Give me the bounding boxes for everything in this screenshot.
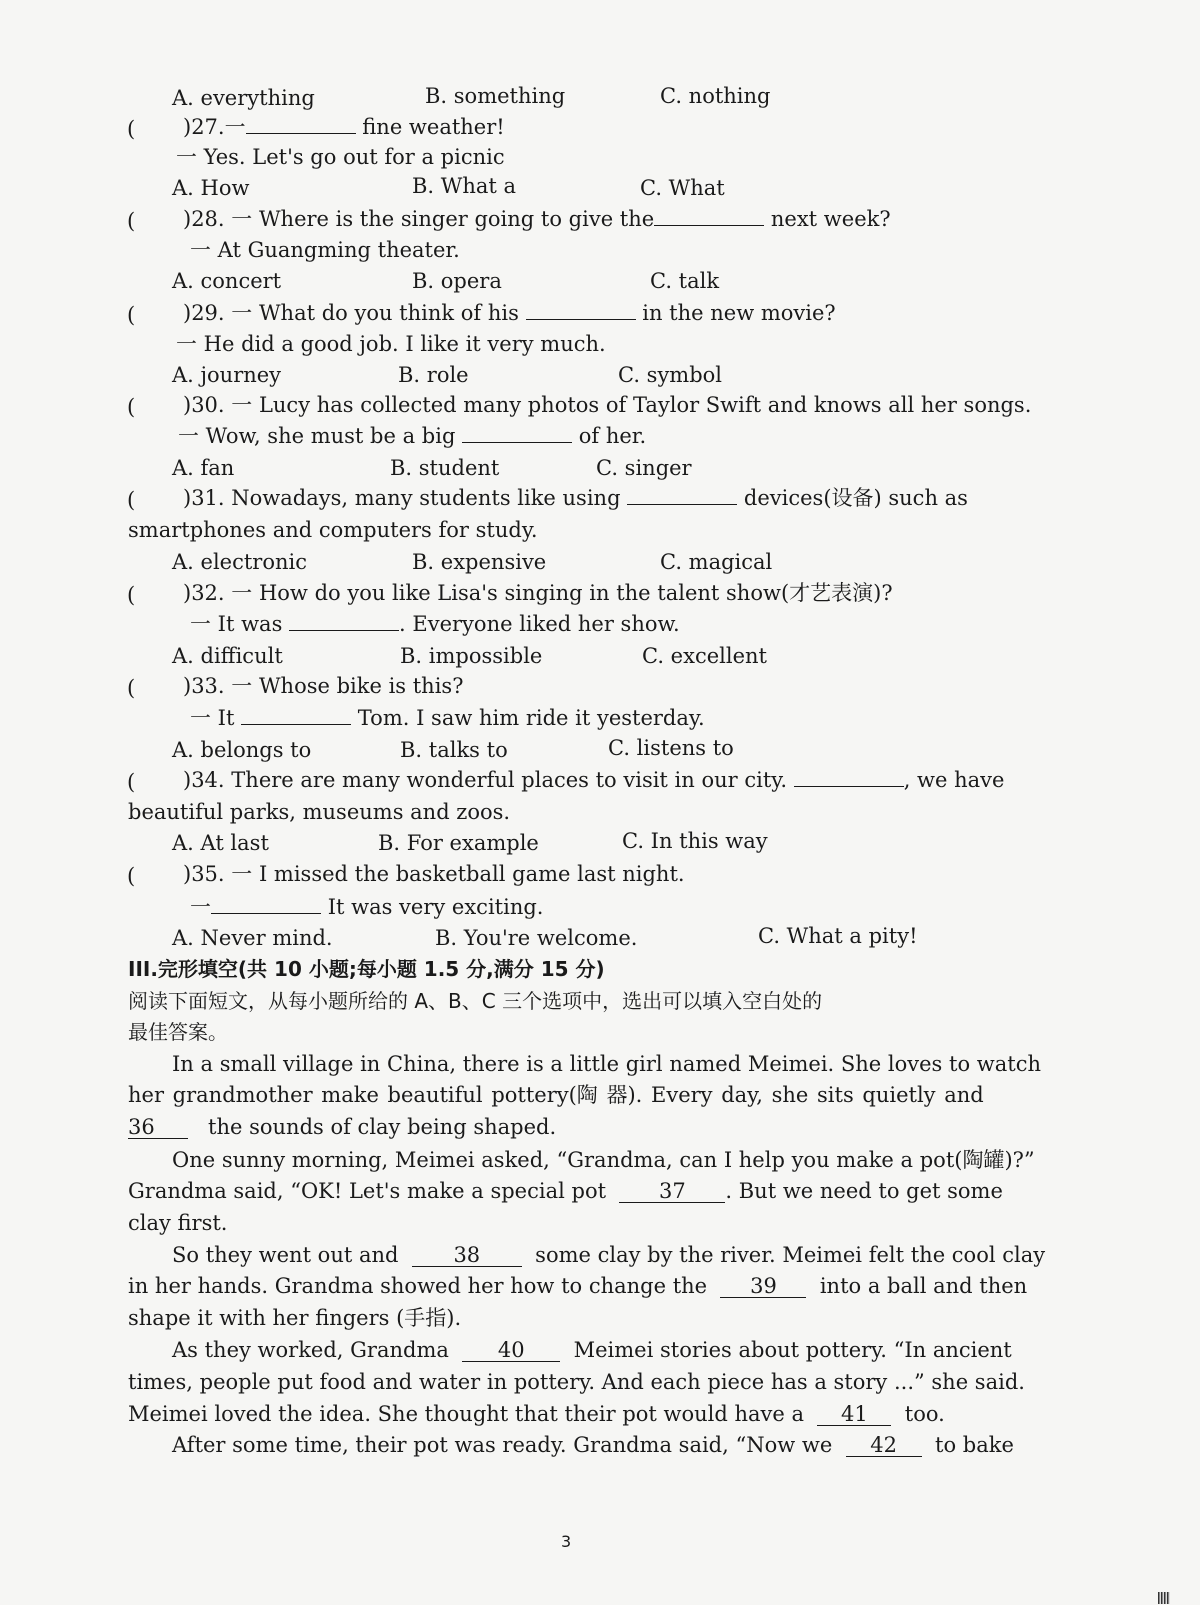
q32-text-pre: 一 How do you like Lisa's singing in the talent show(才艺表演)? <box>231 581 893 605</box>
q35-response <box>190 893 543 921</box>
passage-p3-line-1-pre: So they went out and <box>172 1243 399 1267</box>
qr-code-icon <box>1158 1592 1170 1604</box>
passage-p1-line-1: In a small village in China, there is a little girl named Meimei. She loves to watch <box>172 1052 1041 1076</box>
q28-text-post: next week? <box>770 207 891 231</box>
q31-text-post: devices(设备) such as <box>743 486 968 510</box>
q28-option-a: A. concert <box>172 269 282 293</box>
q33-option-b: B. talks to <box>400 738 508 762</box>
q32-stem <box>183 579 893 607</box>
q27-text-post: fine weather! <box>362 115 505 139</box>
passage-p5-line-1-pre: After some time, their pot was ready. Grandma said, “Now we <box>172 1433 833 1457</box>
q28-stem <box>183 205 891 233</box>
q28-answer-paren: ( <box>127 209 136 233</box>
passage-p2-line-2-post: . But we need to get some <box>725 1179 1003 1203</box>
q31-option-a: A. electronic <box>172 550 307 574</box>
q35-answer-paren: ( <box>127 864 136 888</box>
q35-option-a: A. Never mind. <box>172 926 333 950</box>
q32-option-c: C. excellent <box>642 644 767 668</box>
passage-p4-line-3-pre: Meimei loved the idea. She thought that their pot would have a <box>128 1402 805 1426</box>
blank-39: 39 <box>720 1275 806 1298</box>
passage-p3-line-2-pre: in her hands. Grandma showed her how to change the <box>128 1274 708 1298</box>
q26-option-a: A. everything <box>172 86 315 110</box>
q27-option-c: C. What <box>640 176 725 200</box>
q27-stem <box>183 113 505 141</box>
q35-text-pre: 一 I missed the basketball game last night. <box>231 862 685 886</box>
blank-36: 36 <box>128 1116 188 1139</box>
passage-p2-line-3: clay first. <box>128 1211 228 1235</box>
q34-blank <box>794 766 904 787</box>
q34-option-b: B. For example <box>378 831 539 855</box>
q33-response <box>190 704 705 732</box>
q35-response-post: It was very exciting. <box>327 895 544 919</box>
q27-option-a: A. How <box>172 176 250 200</box>
passage-p4-line-3 <box>128 1400 945 1428</box>
passage-p3-line-2 <box>128 1272 1027 1300</box>
q34-answer-paren: ( <box>127 770 136 794</box>
q30-stem <box>183 391 1031 419</box>
q32-blank <box>289 610 399 631</box>
blank-37: 37 <box>619 1180 725 1203</box>
q35-stem <box>183 860 685 888</box>
q30-option-c: C. singer <box>596 456 692 480</box>
section-3-instruction-line-1: 阅读下面短文，从每小题所给的 A、B、C 三个选项中，选出可以填入空白处的 <box>128 989 823 1013</box>
q35-option-b: B. You're welcome. <box>435 926 638 950</box>
q30-answer-paren: ( <box>127 395 136 419</box>
q34-option-c: C. In this way <box>622 829 768 853</box>
q33-response-pre: 一 It <box>190 706 235 730</box>
q28-option-b: B. opera <box>412 269 502 293</box>
blank-41: 41 <box>817 1403 891 1426</box>
q31-text-pre: Nowadays, many students like using <box>231 486 621 510</box>
q30-option-b: B. student <box>390 456 500 480</box>
passage-p3-line-3: shape it with her fingers (手指). <box>128 1306 462 1330</box>
q29-option-c: C. symbol <box>618 363 723 387</box>
passage-p4-line-2: times, people put food and water in pottery. And each piece has a story ...” she said. <box>128 1370 1025 1394</box>
q28-blank <box>654 205 764 226</box>
blank-42: 42 <box>846 1434 922 1457</box>
q30-number: )30. <box>183 393 225 417</box>
q33-response-post: Tom. I saw him ride it yesterday. <box>357 706 705 730</box>
blank-40: 40 <box>462 1339 560 1362</box>
section-3-instruction-line-2: 最佳答案。 <box>128 1020 228 1044</box>
q33-text-pre: 一 Whose bike is this? <box>231 674 464 698</box>
q30-response <box>178 422 646 450</box>
q32-option-a: A. difficult <box>172 644 283 668</box>
q30-blank <box>462 422 572 443</box>
q33-answer-paren: ( <box>127 676 136 700</box>
passage-p1-line-3 <box>128 1113 556 1141</box>
q35-blank <box>211 893 321 914</box>
passage-p2-line-1: One sunny morning, Meimei asked, “Grandma, can I help you make a pot(陶罐)?” <box>172 1148 1035 1172</box>
q27-blank <box>246 113 356 134</box>
q34-stem <box>183 766 1004 794</box>
q34-option-a: A. At last <box>172 831 269 855</box>
passage-p3-line-1-post: some clay by the river. Meimei felt the cool clay <box>535 1243 1046 1267</box>
q28-text-pre: 一 Where is the singer going to give the <box>231 207 655 231</box>
q35-response-pre: 一 <box>190 895 211 919</box>
q30-response-post: of her. <box>578 424 647 448</box>
q33-option-c: C. listens to <box>608 736 734 760</box>
q29-option-b: B. role <box>398 363 469 387</box>
q28-number: )28. <box>183 207 225 231</box>
q28-response: 一 At Guangming theater. <box>190 238 460 262</box>
passage-p4-line-1-post: Meimei stories about pottery. “In ancient <box>573 1338 1012 1362</box>
q27-text-pre: 一 <box>224 115 246 139</box>
passage-p3-line-2-post: into a ball and then <box>819 1274 1028 1298</box>
q27-option-b: B. What a <box>412 174 517 198</box>
q32-response <box>190 610 680 638</box>
passage-p3-line-1 <box>172 1241 1045 1269</box>
q29-stem <box>183 299 836 327</box>
q27-response: 一 Yes. Let's go out for a picnic <box>176 145 505 169</box>
q26-option-b: B. something <box>425 84 566 108</box>
passage-p4-line-3-post: too. <box>904 1402 945 1426</box>
q33-option-a: A. belongs to <box>172 738 312 762</box>
passage-p1-line-3-text: the sounds of clay being shaped. <box>208 1115 557 1139</box>
q32-response-post: . Everyone liked her show. <box>399 612 680 636</box>
section-3-title: III.完形填空(共 10 小题;每小题 1.5 分,满分 15 分) <box>128 957 605 981</box>
q32-answer-paren: ( <box>127 583 136 607</box>
q31-stem <box>183 484 968 512</box>
passage-p4-line-1 <box>172 1336 1012 1364</box>
q26-option-c: C. nothing <box>660 84 771 108</box>
q33-number: )33. <box>183 674 225 698</box>
page-number: 3 <box>561 1532 572 1551</box>
q31-option-b: B. expensive <box>412 550 547 574</box>
q29-blank <box>526 299 636 320</box>
q31-number: )31. <box>183 486 225 510</box>
q27-answer-paren: ( <box>127 117 136 141</box>
q35-number: )35. <box>183 862 225 886</box>
blank-38: 38 <box>412 1244 522 1267</box>
q34-number: )34. <box>183 768 225 792</box>
q27-number: )27. <box>183 115 225 139</box>
q35-option-c: C. What a pity! <box>758 924 918 948</box>
passage-p2-line-2 <box>128 1177 1003 1205</box>
q33-stem <box>183 672 463 700</box>
q32-option-b: B. impossible <box>400 644 543 668</box>
q33-blank <box>241 704 351 725</box>
q29-response: 一 He did a good job. I like it very much. <box>176 332 606 356</box>
q31-option-c: C. magical <box>660 550 773 574</box>
q34-text-pre: There are many wonderful places to visit in our city. <box>231 768 788 792</box>
passage-p2-line-2-pre: Grandma said, “OK! Let's make a special pot <box>128 1179 607 1203</box>
q29-answer-paren: ( <box>127 303 136 327</box>
passage-p4-line-1-pre: As they worked, Grandma <box>172 1338 449 1362</box>
q32-response-pre: 一 It was <box>190 612 283 636</box>
q30-text-pre: 一 Lucy has collected many photos of Taylor Swift and knows all her songs. <box>231 393 1032 417</box>
q31-stem-continued: smartphones and computers for study. <box>128 518 538 542</box>
q34-stem-continued: beautiful parks, museums and zoos. <box>128 800 511 824</box>
q32-number: )32. <box>183 581 225 605</box>
passage-p1-line-2: her grandmother make beautiful pottery(陶 器). Every day, she sits quietly and <box>128 1083 984 1107</box>
q29-text-pre: 一 What do you think of his <box>231 301 519 325</box>
q29-option-a: A. journey <box>172 363 282 387</box>
q29-text-post: in the new movie? <box>642 301 836 325</box>
passage-p5-line-1 <box>172 1431 1014 1459</box>
q31-answer-paren: ( <box>127 488 136 512</box>
q28-option-c: C. talk <box>650 269 720 293</box>
q34-text-post: , we have <box>903 768 1005 792</box>
q29-number: )29. <box>183 301 225 325</box>
q31-blank <box>627 484 737 505</box>
q30-response-pre: 一 Wow, she must be a big <box>178 424 456 448</box>
passage-p5-line-1-post: to bake <box>935 1433 1014 1457</box>
q30-option-a: A. fan <box>172 456 235 480</box>
